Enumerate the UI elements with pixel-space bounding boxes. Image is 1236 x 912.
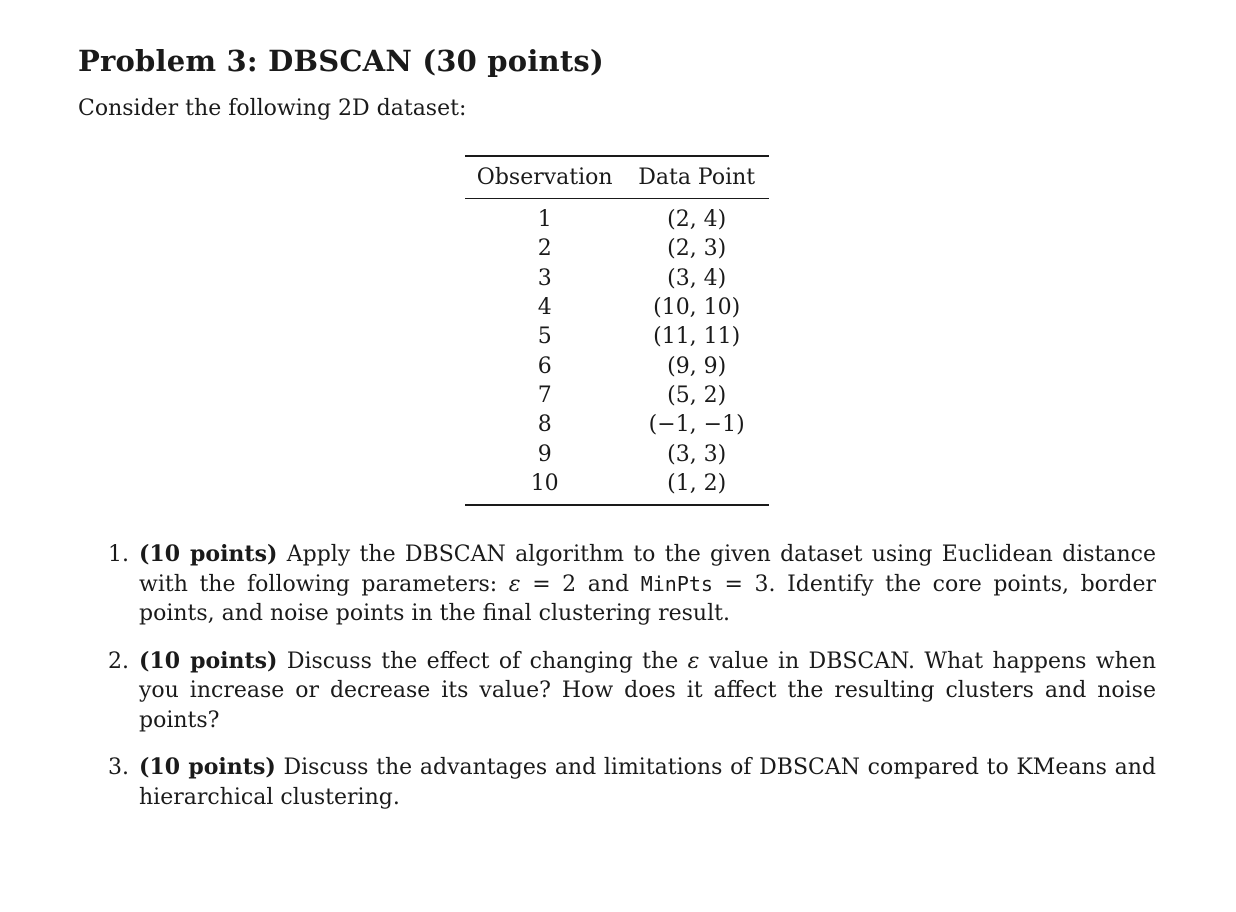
table-row <box>465 293 769 322</box>
question-text-continued: Identify the core points, border points, and noise points in the final clustering result. <box>139 571 1157 626</box>
question-points: (10 points) <box>139 647 278 674</box>
data-point-cell: (3, 3) <box>667 441 727 467</box>
observation-cell: 8 <box>537 412 552 438</box>
epsilon-symbol: ε <box>508 571 521 597</box>
observation-cell: 6 <box>537 353 552 379</box>
question-item-3 <box>108 753 1156 812</box>
data-point-cell: (11, 11) <box>653 324 741 350</box>
data-point-cell: (9, 9) <box>667 353 727 379</box>
epsilon-value: = 2 and <box>532 571 630 597</box>
question-text: Discuss the advantages and limitations of DBSCAN compared to KMeans and hierarchical clustering. <box>139 755 1156 810</box>
question-text: Apply the DBSCAN algorithm to the given dataset using Euclidean distance with the following parameters: <box>139 542 1156 597</box>
question-number: 2. <box>108 648 129 674</box>
header-observation: Observation <box>476 165 613 190</box>
question-item-1 <box>108 540 1156 629</box>
data-point-cell: (−1, −1) <box>648 412 745 438</box>
observation-cell: 1 <box>537 207 552 233</box>
data-point-cell: (10, 10) <box>653 295 741 321</box>
data-point-cell: (1, 2) <box>667 470 727 496</box>
dataset-table <box>465 155 769 506</box>
observation-cell: 2 <box>537 236 552 262</box>
question-number: 3. <box>108 755 129 780</box>
header-data-point: Data Point <box>638 165 756 190</box>
epsilon-symbol: ε <box>687 648 700 674</box>
data-point-cell: (3, 4) <box>667 265 727 291</box>
observation-cell: 10 <box>530 470 559 496</box>
observation-cell: 5 <box>537 324 552 350</box>
question-points: (10 points) <box>139 754 276 780</box>
question-item-2 <box>108 647 1156 736</box>
table-row <box>465 199 769 235</box>
table-row <box>465 469 769 505</box>
problem-intro: Consider the following 2D dataset: <box>78 96 467 121</box>
table-row <box>465 351 769 380</box>
question-text-continued: value in DBSCAN. What happens when you increase or decrease its value? How does it affect the resulting clusters and noise points? <box>139 648 1156 733</box>
minpts-code: MinPts <box>640 571 713 596</box>
table-row <box>465 439 769 468</box>
minpts-value: = 3. <box>724 571 776 597</box>
observation-cell: 9 <box>537 441 552 467</box>
question-list <box>108 540 1156 830</box>
question-number: 1. <box>108 542 129 567</box>
data-point-cell: (2, 3) <box>667 236 727 262</box>
table-row <box>465 410 769 439</box>
question-points: (10 points) <box>139 541 278 567</box>
table-row <box>465 264 769 293</box>
question-text: Discuss the effect of changing the <box>286 648 679 674</box>
problem-title: Problem 3: DBSCAN (30 points) <box>78 44 604 78</box>
observation-cell: 3 <box>537 265 552 291</box>
data-point-cell: (2, 4) <box>667 207 727 233</box>
table-row <box>465 322 769 351</box>
table-row <box>465 234 769 263</box>
table-row <box>465 381 769 410</box>
data-point-cell: (5, 2) <box>667 382 727 408</box>
observation-cell: 4 <box>537 295 552 321</box>
observation-cell: 7 <box>537 382 552 408</box>
table-header-row <box>465 156 769 199</box>
